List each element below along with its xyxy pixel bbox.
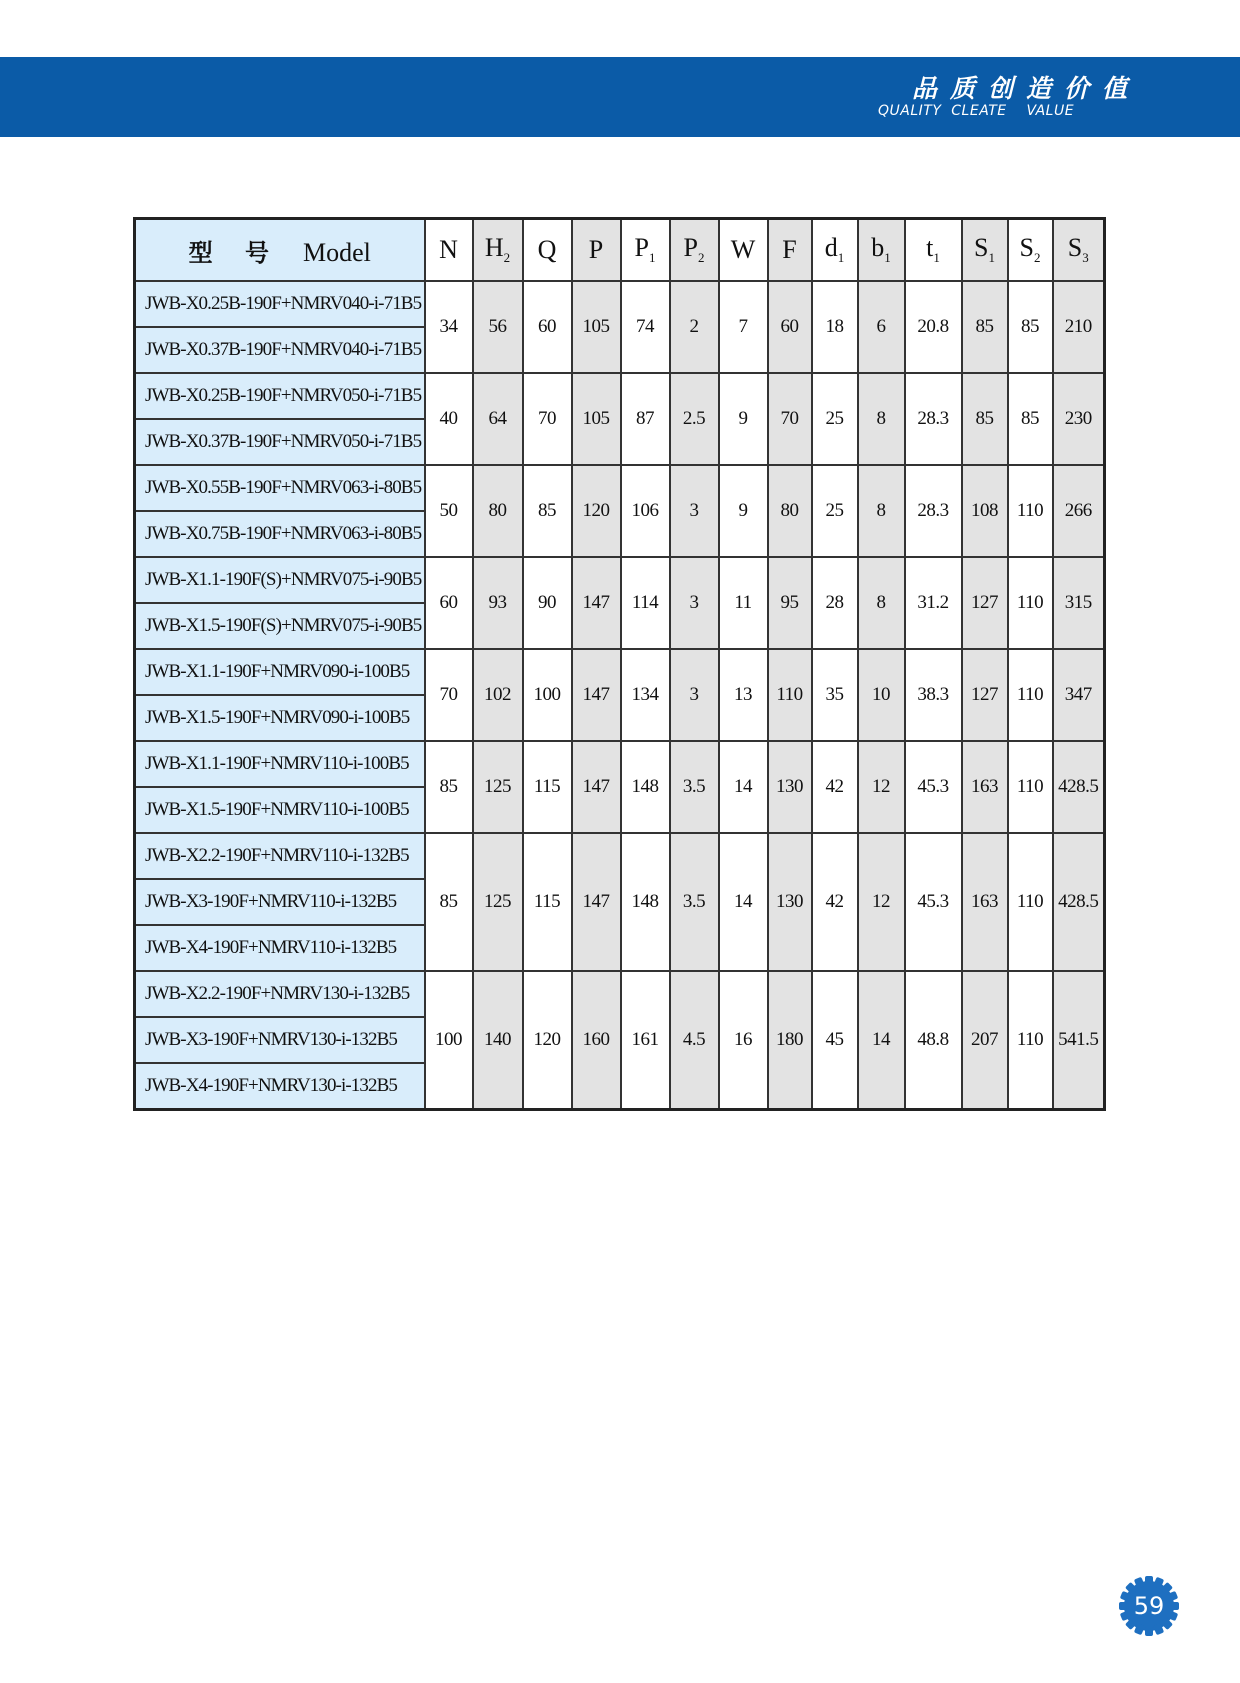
value-cell: 147 bbox=[572, 649, 621, 741]
column-header bbox=[572, 219, 621, 282]
column-header-label: Q bbox=[537, 235, 557, 264]
column-header-label: F bbox=[782, 235, 797, 264]
model-cell: JWB-X4-190F+NMRV110-i-132B5 bbox=[135, 925, 425, 971]
value-cell: 40 bbox=[425, 373, 473, 465]
value-cell: 161 bbox=[621, 971, 670, 1110]
value-cell: 120 bbox=[572, 465, 621, 557]
value-cell: 105 bbox=[572, 281, 621, 373]
value-cell: 160 bbox=[572, 971, 621, 1110]
value-cell: 541.5 bbox=[1053, 971, 1105, 1110]
column-header-label: b bbox=[871, 233, 885, 263]
value-cell: 3.5 bbox=[670, 741, 719, 833]
value-cell: 18 bbox=[812, 281, 858, 373]
value-cell: 114 bbox=[621, 557, 670, 649]
column-header bbox=[1053, 219, 1105, 282]
value-cell: 6 bbox=[858, 281, 905, 373]
value-cell: 85 bbox=[425, 741, 473, 833]
column-header-label: S bbox=[1067, 233, 1083, 263]
value-cell: 60 bbox=[425, 557, 473, 649]
value-cell: 85 bbox=[425, 833, 473, 971]
value-cell: 230 bbox=[1053, 373, 1105, 465]
value-cell: 110 bbox=[1008, 557, 1053, 649]
model-cell: JWB-X0.55B-190F+NMRV063-i-80B5 bbox=[135, 465, 425, 511]
page-number-badge bbox=[1118, 1575, 1180, 1637]
column-header-subscript: 1 bbox=[884, 250, 891, 266]
value-cell: 9 bbox=[719, 465, 768, 557]
value-cell: 163 bbox=[962, 741, 1008, 833]
value-cell: 110 bbox=[768, 649, 812, 741]
model-cell: JWB-X0.37B-190F+NMRV050-i-71B5 bbox=[135, 419, 425, 465]
value-cell: 134 bbox=[621, 649, 670, 741]
value-cell: 3 bbox=[670, 557, 719, 649]
column-header-label: S bbox=[1019, 233, 1034, 263]
value-cell: 106 bbox=[621, 465, 670, 557]
value-cell: 60 bbox=[768, 281, 812, 373]
model-cell: JWB-X0.37B-190F+NMRV040-i-71B5 bbox=[135, 327, 425, 373]
value-cell: 207 bbox=[962, 971, 1008, 1110]
value-cell: 4.5 bbox=[670, 971, 719, 1110]
table-row bbox=[135, 373, 1105, 419]
column-header-subscript: 2 bbox=[697, 250, 705, 266]
slogan-english: QUALITY CLEATE VALUE bbox=[878, 103, 1075, 119]
value-cell: 70 bbox=[523, 373, 572, 465]
column-header-subscript: 1 bbox=[933, 250, 940, 266]
value-cell: 13 bbox=[719, 649, 768, 741]
value-cell: 14 bbox=[719, 833, 768, 971]
value-cell: 85 bbox=[962, 373, 1008, 465]
model-cell: JWB-X2.2-190F+NMRV110-i-132B5 bbox=[135, 833, 425, 879]
column-header bbox=[670, 219, 719, 282]
value-cell: 110 bbox=[1008, 971, 1053, 1110]
value-cell: 14 bbox=[858, 971, 905, 1110]
column-header-subscript: 3 bbox=[1082, 250, 1089, 266]
value-cell: 80 bbox=[768, 465, 812, 557]
model-cell: JWB-X1.5-190F(S)+NMRV075-i-90B5 bbox=[135, 603, 425, 649]
value-cell: 12 bbox=[858, 741, 905, 833]
value-cell: 28 bbox=[812, 557, 858, 649]
page-number: 59 bbox=[1133, 1592, 1165, 1620]
value-cell: 87 bbox=[621, 373, 670, 465]
value-cell: 31.2 bbox=[905, 557, 962, 649]
value-cell: 130 bbox=[768, 833, 812, 971]
model-cell: JWB-X0.25B-190F+NMRV040-i-71B5 bbox=[135, 281, 425, 327]
value-cell: 45 bbox=[812, 971, 858, 1110]
value-cell: 180 bbox=[768, 971, 812, 1110]
value-cell: 95 bbox=[768, 557, 812, 649]
column-header-subscript: 1 bbox=[648, 250, 656, 266]
value-cell: 105 bbox=[572, 373, 621, 465]
column-header bbox=[719, 219, 768, 282]
value-cell: 148 bbox=[621, 741, 670, 833]
value-cell: 3 bbox=[670, 465, 719, 557]
value-cell: 110 bbox=[1008, 833, 1053, 971]
table-row bbox=[135, 557, 1105, 603]
model-cell: JWB-X3-190F+NMRV110-i-132B5 bbox=[135, 879, 425, 925]
model-cell: JWB-X1.1-190F+NMRV090-i-100B5 bbox=[135, 649, 425, 695]
column-header bbox=[768, 219, 812, 282]
value-cell: 28.3 bbox=[905, 465, 962, 557]
model-cell: JWB-X2.2-190F+NMRV130-i-132B5 bbox=[135, 971, 425, 1017]
column-header-label: S bbox=[974, 233, 989, 263]
value-cell: 38.3 bbox=[905, 649, 962, 741]
column-header bbox=[905, 219, 962, 282]
value-cell: 110 bbox=[1008, 465, 1053, 557]
value-cell: 70 bbox=[768, 373, 812, 465]
value-cell: 120 bbox=[523, 971, 572, 1110]
column-header-label: P bbox=[634, 233, 649, 263]
table-row bbox=[135, 281, 1105, 327]
table-row bbox=[135, 465, 1105, 511]
value-cell: 90 bbox=[523, 557, 572, 649]
value-cell: 163 bbox=[962, 833, 1008, 971]
value-cell: 102 bbox=[473, 649, 523, 741]
table-row bbox=[135, 833, 1105, 879]
value-cell: 9 bbox=[719, 373, 768, 465]
value-cell: 11 bbox=[719, 557, 768, 649]
value-cell: 8 bbox=[858, 373, 905, 465]
value-cell: 70 bbox=[425, 649, 473, 741]
column-header bbox=[621, 219, 670, 282]
model-cell: JWB-X1.5-190F+NMRV090-i-100B5 bbox=[135, 695, 425, 741]
value-cell: 8 bbox=[858, 465, 905, 557]
model-column-header bbox=[135, 219, 425, 282]
model-cell: JWB-X4-190F+NMRV130-i-132B5 bbox=[135, 1063, 425, 1110]
value-cell: 140 bbox=[473, 971, 523, 1110]
value-cell: 148 bbox=[621, 833, 670, 971]
value-cell: 42 bbox=[812, 833, 858, 971]
value-cell: 110 bbox=[1008, 649, 1053, 741]
model-cell: JWB-X1.1-190F(S)+NMRV075-i-90B5 bbox=[135, 557, 425, 603]
model-cell: JWB-X1.1-190F+NMRV110-i-100B5 bbox=[135, 741, 425, 787]
value-cell: 45.3 bbox=[905, 741, 962, 833]
value-cell: 56 bbox=[473, 281, 523, 373]
value-cell: 85 bbox=[1008, 373, 1053, 465]
value-cell: 50 bbox=[425, 465, 473, 557]
value-cell: 125 bbox=[473, 741, 523, 833]
value-cell: 130 bbox=[768, 741, 812, 833]
value-cell: 127 bbox=[962, 649, 1008, 741]
value-cell: 64 bbox=[473, 373, 523, 465]
column-header-label: P bbox=[683, 233, 698, 263]
value-cell: 35 bbox=[812, 649, 858, 741]
value-cell: 115 bbox=[523, 833, 572, 971]
model-header-english: Model bbox=[302, 237, 371, 267]
value-cell: 266 bbox=[1053, 465, 1105, 557]
value-cell: 80 bbox=[473, 465, 523, 557]
value-cell: 25 bbox=[812, 465, 858, 557]
value-cell: 147 bbox=[572, 557, 621, 649]
column-header bbox=[1008, 219, 1053, 282]
value-cell: 85 bbox=[523, 465, 572, 557]
model-header-chinese: 型 号 bbox=[188, 238, 281, 267]
column-header bbox=[425, 219, 473, 282]
model-cell: JWB-X3-190F+NMRV130-i-132B5 bbox=[135, 1017, 425, 1063]
column-header-label: W bbox=[730, 235, 756, 264]
value-cell: 315 bbox=[1053, 557, 1105, 649]
value-cell: 7 bbox=[719, 281, 768, 373]
table-row bbox=[135, 649, 1105, 695]
header-banner bbox=[0, 57, 1240, 137]
value-cell: 110 bbox=[1008, 741, 1053, 833]
value-cell: 45.3 bbox=[905, 833, 962, 971]
value-cell: 14 bbox=[719, 741, 768, 833]
value-cell: 428.5 bbox=[1053, 741, 1105, 833]
value-cell: 2 bbox=[670, 281, 719, 373]
value-cell: 16 bbox=[719, 971, 768, 1110]
model-cell: JWB-X0.75B-190F+NMRV063-i-80B5 bbox=[135, 511, 425, 557]
specification-table bbox=[133, 217, 1106, 1111]
table-header-row bbox=[135, 219, 1105, 282]
table-body bbox=[135, 281, 1105, 1110]
column-header bbox=[858, 219, 905, 282]
value-cell: 20.8 bbox=[905, 281, 962, 373]
value-cell: 108 bbox=[962, 465, 1008, 557]
column-header-label: H bbox=[484, 233, 504, 263]
value-cell: 115 bbox=[523, 741, 572, 833]
value-cell: 100 bbox=[425, 971, 473, 1110]
column-header-subscript: 1 bbox=[988, 250, 995, 266]
column-header-subscript: 2 bbox=[503, 250, 511, 266]
value-cell: 12 bbox=[858, 833, 905, 971]
value-cell: 127 bbox=[962, 557, 1008, 649]
value-cell: 2.5 bbox=[670, 373, 719, 465]
value-cell: 74 bbox=[621, 281, 670, 373]
slogan-chinese: 品质创造价值 bbox=[911, 74, 1140, 103]
column-header-label: N bbox=[439, 235, 458, 264]
value-cell: 3.5 bbox=[670, 833, 719, 971]
value-cell: 85 bbox=[962, 281, 1008, 373]
value-cell: 147 bbox=[572, 833, 621, 971]
column-header-subscript: 1 bbox=[837, 250, 845, 266]
value-cell: 25 bbox=[812, 373, 858, 465]
model-cell: JWB-X1.5-190F+NMRV110-i-100B5 bbox=[135, 787, 425, 833]
value-cell: 42 bbox=[812, 741, 858, 833]
column-header-subscript: 2 bbox=[1033, 250, 1041, 266]
value-cell: 8 bbox=[858, 557, 905, 649]
value-cell: 93 bbox=[473, 557, 523, 649]
value-cell: 85 bbox=[1008, 281, 1053, 373]
value-cell: 28.3 bbox=[905, 373, 962, 465]
value-cell: 428.5 bbox=[1053, 833, 1105, 971]
column-header-label: t bbox=[926, 233, 934, 263]
table-row bbox=[135, 741, 1105, 787]
column-header bbox=[812, 219, 858, 282]
table-row bbox=[135, 971, 1105, 1017]
value-cell: 48.8 bbox=[905, 971, 962, 1110]
value-cell: 125 bbox=[473, 833, 523, 971]
model-cell: JWB-X0.25B-190F+NMRV050-i-71B5 bbox=[135, 373, 425, 419]
value-cell: 60 bbox=[523, 281, 572, 373]
value-cell: 10 bbox=[858, 649, 905, 741]
value-cell: 34 bbox=[425, 281, 473, 373]
value-cell: 210 bbox=[1053, 281, 1105, 373]
column-header bbox=[473, 219, 523, 282]
value-cell: 100 bbox=[523, 649, 572, 741]
column-header-label: P bbox=[588, 235, 604, 264]
value-cell: 147 bbox=[572, 741, 621, 833]
value-cell: 347 bbox=[1053, 649, 1105, 741]
column-header-label: d bbox=[824, 233, 838, 263]
column-header bbox=[962, 219, 1008, 282]
column-header bbox=[523, 219, 572, 282]
value-cell: 3 bbox=[670, 649, 719, 741]
